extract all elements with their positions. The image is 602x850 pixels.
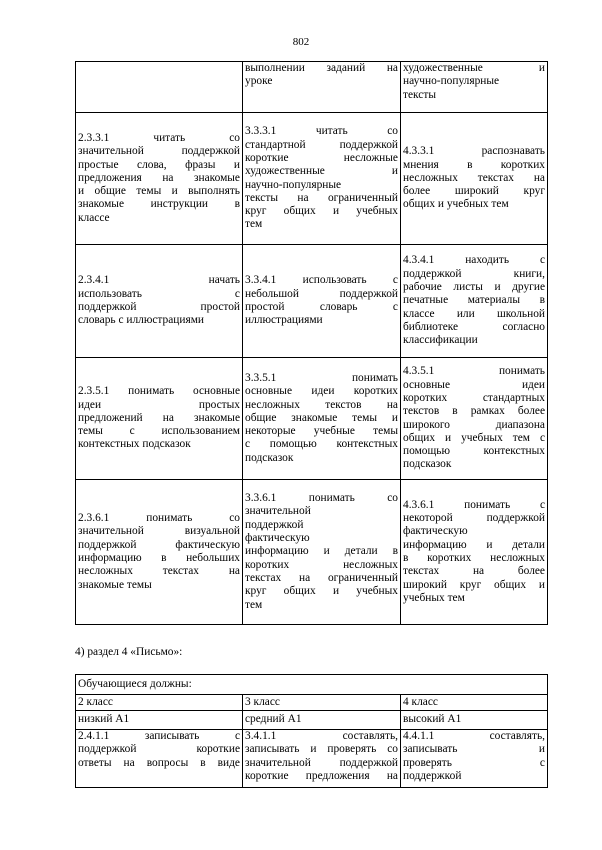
table-writing-objectives — [75, 674, 548, 788]
cell-line: записывать и проверять со — [245, 743, 398, 756]
cell-line: проверять с — [403, 756, 545, 769]
cell-line: широкий круг общих и — [403, 578, 545, 591]
cell-line: информацию и детали в — [245, 545, 398, 558]
cell-line: основные идеи — [403, 378, 545, 391]
cell-line: основные идеи коротких — [245, 385, 398, 398]
objective-cell-grade-2 — [76, 358, 243, 480]
cell-line: библиотеке согласно — [403, 320, 545, 333]
cell-line: небольшой поддержкой — [245, 287, 398, 300]
objective-cell-grade-3 — [243, 62, 401, 113]
cell-line: 2.4.1.1 записывать с — [78, 730, 240, 742]
cell-line: записывать и — [403, 743, 545, 756]
cell-line: художественные и — [403, 62, 545, 74]
objective-cell-grade-2 — [76, 480, 243, 625]
cell-line: поддержкой — [403, 769, 462, 782]
cell-line: рабочие листы и другие — [403, 281, 545, 294]
cell-line: тем — [245, 218, 263, 231]
cell-line: 2.3.6.1 понимать со — [78, 512, 240, 525]
cell-line: знакомые инструкции в — [78, 198, 240, 211]
level-grade-2: низкий А1 — [76, 711, 243, 730]
cell-line: 2.3.4.1 начать — [78, 274, 240, 287]
cell-line: фактическую — [245, 532, 310, 545]
cell-line: общих и учебных тем — [403, 198, 509, 211]
cell-line: классе — [78, 211, 110, 224]
objective-cell-grade-3 — [243, 113, 401, 245]
cell-line: круг общих и учебных — [245, 205, 398, 218]
cell-line: 2.3.3.1 читать со — [78, 131, 240, 144]
cell-line: тексты на ограниченный — [245, 191, 398, 204]
cell-line: 3.3.3.1 читать со — [245, 125, 398, 138]
cell-line: 4.4.1.1 составлять, — [403, 730, 545, 742]
cell-line: поддержкой короткие — [78, 743, 240, 756]
cell-line: поддержкой простой — [78, 301, 240, 313]
cell-line: 3.4.1.1 составлять, — [245, 730, 398, 742]
cell-line: более широкий круг — [403, 185, 545, 198]
cell-line: текстах на ограниченный — [245, 571, 398, 584]
cell-line: словарь с иллюстрациями — [78, 314, 204, 327]
cell-line: значительной — [245, 505, 311, 518]
page-number: 802 — [292, 36, 310, 48]
table2-header: Обучающиеся должны: — [76, 675, 548, 695]
table-row — [76, 62, 548, 113]
cell-line: значительной визуальной — [78, 525, 240, 538]
cell-line: подсказок — [403, 458, 452, 471]
cell-line: некоторой поддержкой — [403, 512, 545, 525]
level-grade-4: высокий А1 — [401, 711, 548, 730]
cell-line: 3.3.4.1 использовать с — [245, 274, 398, 287]
cell-line: некоторые учебные темы — [245, 425, 398, 438]
writing-objective-grade-3 — [243, 730, 401, 788]
cell-line: мнения в коротких — [403, 158, 545, 171]
objective-cell-grade-4 — [401, 62, 548, 113]
cell-line: тем — [245, 598, 263, 611]
cell-line: текстах на более — [403, 565, 545, 578]
cell-line: информацию в небольших — [78, 552, 240, 564]
cell-line: поддержкой фактическую — [78, 538, 240, 551]
cell-line: предложения на знакомые — [78, 171, 240, 184]
objective-cell-grade-3 — [243, 358, 401, 480]
cell-line: информацию и детали — [403, 538, 545, 551]
table-row — [76, 730, 548, 788]
cell-line: знакомые темы — [78, 578, 152, 591]
writing-objective-grade-2 — [76, 730, 243, 788]
objective-cell-grade-4 — [401, 245, 548, 358]
cell-line: учебных тем — [403, 591, 465, 604]
cell-line: фактическую — [403, 525, 468, 538]
objective-cell-grade-2 — [76, 113, 243, 245]
cell-line: коротких стандартных — [403, 391, 545, 404]
cell-line: 2.3.5.1 понимать основные — [78, 385, 240, 398]
cell-line: простой словарь с — [245, 301, 398, 313]
cell-line: и общие темы и выполнять — [78, 185, 240, 198]
objective-cell-grade-4 — [401, 113, 548, 245]
cell-line: ответы на вопросы в виде — [78, 756, 240, 769]
table-row — [76, 480, 548, 625]
objective-cell-grade-3 — [243, 480, 401, 625]
grade-3-header: 3 класс — [243, 695, 401, 711]
table-row — [76, 113, 548, 245]
table-row — [76, 358, 548, 480]
cell-line: 3.3.6.1 понимать со — [245, 492, 398, 505]
cell-line: 4.3.3.1 распознавать — [403, 145, 545, 158]
cell-line: поддержкой книги, — [403, 267, 545, 280]
cell-line: уроке — [245, 75, 273, 88]
objective-cell-grade-4 — [401, 358, 548, 480]
grade-2-header: 2 класс — [76, 695, 243, 711]
cell-line: предложений на знакомые — [78, 411, 240, 424]
cell-line: тексты — [403, 88, 436, 101]
cell-line: короткие предложения на — [245, 769, 398, 782]
cell-line: 4.3.6.1 понимать с — [403, 498, 545, 511]
table-reading-objectives — [75, 61, 548, 625]
cell-line: несложных текстах на — [403, 171, 545, 184]
cell-line: иллюстрациями — [245, 314, 323, 327]
objective-cell-grade-2 — [76, 62, 243, 113]
cell-line: 3.3.5.1 понимать — [245, 371, 398, 384]
cell-line: несложных текстов на — [245, 398, 398, 411]
objective-cell-grade-2 — [76, 245, 243, 358]
cell-line: текстов в рамках более — [403, 405, 545, 418]
cell-line: подсказок — [245, 451, 294, 464]
cell-line: в коротких несложных — [403, 552, 545, 564]
cell-line: поддержкой — [245, 518, 304, 531]
cell-line: стандартной поддержкой — [245, 138, 398, 151]
cell-line: классе или школьной — [403, 307, 545, 320]
cell-line: использовать с — [78, 287, 240, 300]
cell-line: простые слова, фразы и — [78, 158, 240, 171]
cell-line: помощью контекстных — [403, 445, 545, 458]
section-title: 4) раздел 4 «Письмо»: — [75, 646, 183, 658]
cell-line: научно-популярные — [403, 75, 500, 88]
grade-4-header: 4 класс — [401, 695, 548, 711]
cell-line: круг общих и учебных — [245, 585, 398, 598]
cell-line: 4.3.5.1 понимать — [403, 365, 545, 378]
cell-line: значительной поддержкой — [78, 145, 240, 158]
cell-line: 4.3.4.1 находить с — [403, 254, 545, 267]
writing-objective-grade-4 — [401, 730, 548, 788]
cell-line: общих и учебных тем с — [403, 431, 545, 444]
cell-line: идеи простых — [78, 398, 240, 411]
cell-line: художественные и — [245, 165, 398, 178]
cell-line: короткие несложные — [245, 151, 398, 164]
objective-cell-grade-4 — [401, 480, 548, 625]
cell-line: широкого диапазона — [403, 418, 545, 431]
cell-line: коротких несложных — [245, 558, 398, 571]
cell-line: значительной поддержкой — [245, 756, 398, 769]
cell-line: выполнении заданий на — [245, 62, 398, 74]
objective-cell-grade-3 — [243, 245, 401, 358]
level-grade-3: средний А1 — [243, 711, 401, 730]
cell-line: классификации — [403, 334, 478, 347]
cell-line: с помощью контекстных — [245, 438, 398, 451]
cell-line: контекстных подсказок — [78, 438, 191, 451]
cell-line: темы с использованием — [78, 425, 240, 438]
cell-line: научно-популярные — [245, 178, 342, 191]
cell-line: общие знакомые темы и — [245, 411, 398, 424]
cell-line: печатные материалы в — [403, 294, 545, 307]
table-row — [76, 245, 548, 358]
cell-line: несложных текстах на — [78, 565, 240, 578]
